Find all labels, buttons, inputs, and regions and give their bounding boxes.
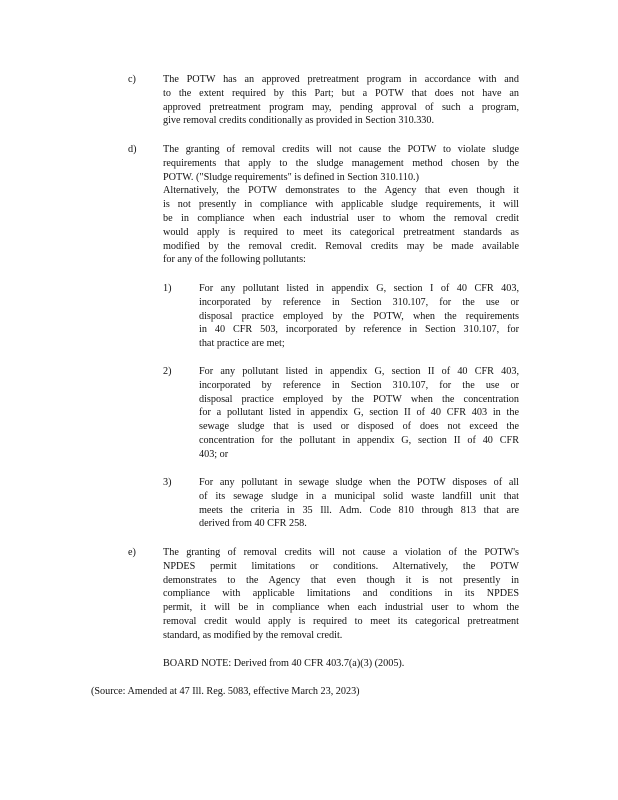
item-text bbox=[163, 73, 519, 128]
text-line: disposal practice employed by the POTW, when the requirements bbox=[199, 310, 519, 322]
item-label: e) bbox=[128, 547, 136, 558]
text-line: give removal credits conditionally as provided in Section 310.330. bbox=[163, 115, 435, 127]
text-line: approved pretreatment program may, pending approval of such a program, bbox=[163, 101, 519, 113]
text-line: is not presently in compliance with applicable sludge requirements, it will bbox=[163, 199, 519, 211]
item-text bbox=[163, 546, 519, 643]
text-line: sewage sludge that is used or disposed of does not exceed the bbox=[199, 421, 519, 433]
text-line: 403; or bbox=[199, 448, 229, 460]
text-line: of its sewage sludge in a municipal solid waste landfill unit that bbox=[199, 490, 519, 502]
item-text bbox=[199, 365, 519, 462]
text-line: concentration for the pollutant in appendix G, section II of 40 CFR bbox=[199, 434, 519, 446]
text-line: The POTW has an approved pretreatment program in accordance with and bbox=[163, 74, 519, 85]
text-line: For any pollutant in sewage sludge when the POTW disposes of all bbox=[199, 477, 519, 488]
text-line: incorporated by reference in Section 310.107, for the use or bbox=[199, 379, 519, 391]
text-line: that practice are met; bbox=[199, 338, 285, 350]
item-label: d) bbox=[128, 144, 137, 155]
source-note: (Source: Amended at 47 Ill. Reg. 5083, effective March 23, 2023) bbox=[91, 686, 360, 697]
item-label: 3) bbox=[163, 477, 172, 488]
item-label: c) bbox=[128, 74, 136, 85]
text-line: would apply is required to meet its categorical pretreatment standards as bbox=[163, 226, 519, 238]
text-line: The granting of removal credits will not cause the POTW to violate sludge bbox=[163, 144, 519, 155]
text-line: for any of the following pollutants: bbox=[163, 254, 306, 266]
text-line: for a pollutant listed in appendix G, section II of 40 CFR 403 in the bbox=[199, 407, 519, 419]
text-line: in 40 CFR 503, incorporated by reference in Section 310.107, for bbox=[199, 324, 519, 336]
text-line: NPDES permit limitations or conditions. Alternatively, the POTW bbox=[163, 560, 519, 572]
text-line: demonstrates to the Agency that even though it is not presently in bbox=[163, 574, 519, 586]
text-line: be in compliance when each industrial user to whom the removal credit bbox=[163, 212, 519, 224]
text-line: The granting of removal credits will not cause a violation of the POTW's bbox=[163, 547, 519, 558]
text-line: derived from 40 CFR 258. bbox=[199, 518, 307, 530]
text-line: compliance with applicable limitations and conditions in its NPDES bbox=[163, 588, 519, 600]
item-text bbox=[163, 143, 519, 267]
text-line: to the extent required by this Part; but a POTW that does not have an bbox=[163, 87, 519, 99]
text-line: For any pollutant listed in appendix G, section II of 40 CFR 403, bbox=[199, 366, 519, 377]
item-text bbox=[199, 282, 519, 351]
text-line: meets the criteria in 35 Ill. Adm. Code 810 through 813 that are bbox=[199, 504, 519, 516]
text-line: incorporated by reference in Section 310.107, for the use or bbox=[199, 296, 519, 308]
text-line: permit, it will be in compliance when each industrial user to whom the bbox=[163, 602, 519, 614]
text-line: POTW. ("Sludge requirements" is defined in Section 310.110.) bbox=[163, 171, 419, 183]
item-label: 2) bbox=[163, 366, 172, 377]
text-line: Alternatively, the POTW demonstrates to the Agency that even though it bbox=[163, 185, 519, 197]
item-label: 1) bbox=[163, 283, 172, 294]
board-note: BOARD NOTE: Derived from 40 CFR 403.7(a)(3) (2005). bbox=[163, 658, 405, 669]
text-line: removal credit would apply is required to meet its categorical pretreatment bbox=[163, 615, 519, 627]
item-text bbox=[199, 476, 519, 531]
text-line: For any pollutant listed in appendix G, section I of 40 CFR 403, bbox=[199, 283, 519, 294]
text-line: requirements that apply to the sludge management method chosen by the bbox=[163, 157, 519, 169]
text-line: disposal practice employed by the POTW when the concentration bbox=[199, 393, 519, 405]
text-line: standard, as modified by the removal credit. bbox=[163, 629, 343, 641]
text-line: modified by the removal credit. Removal credits may be made available bbox=[163, 240, 519, 252]
